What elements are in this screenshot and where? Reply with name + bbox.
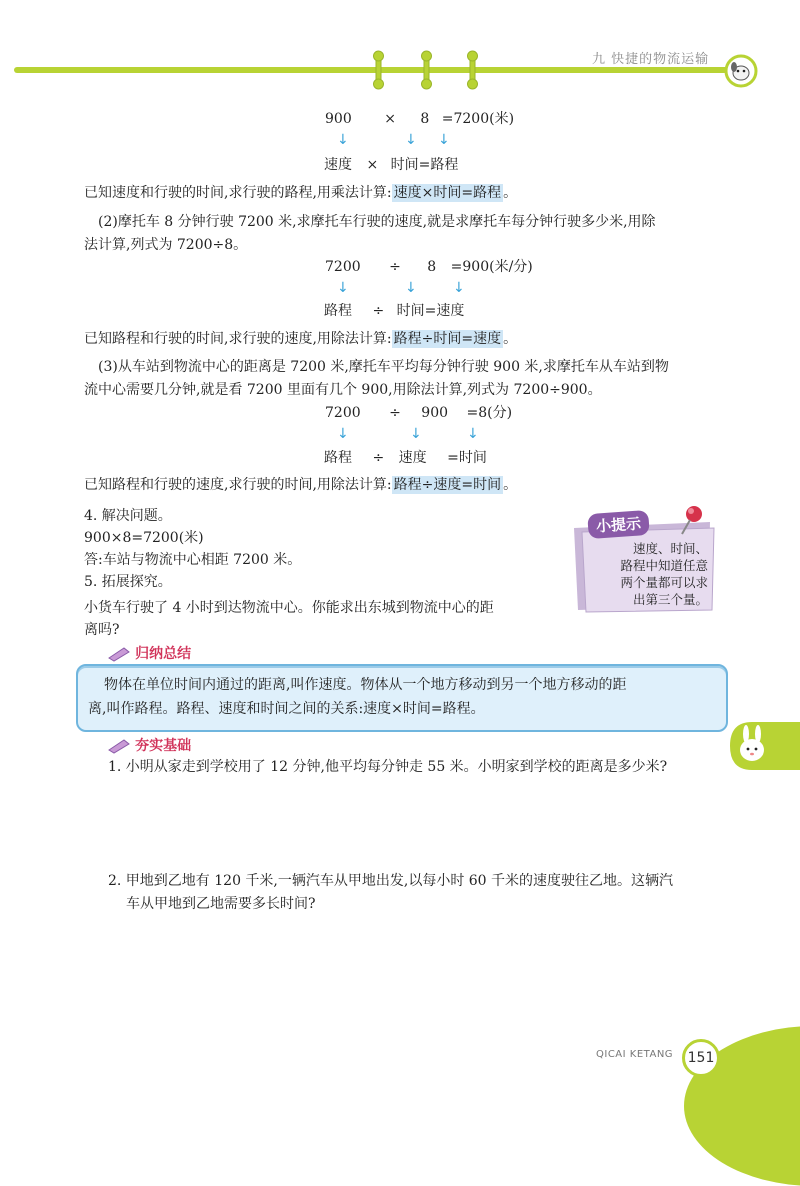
arrow-down-icon: ↓ [405,132,417,148]
arrow-down-icon: ↓ [410,426,422,442]
page-number: 151 [687,1050,715,1066]
step4-answer: 答:车站与物流中心相距 7200 米。 [84,552,302,568]
formula2-words: 路程 ÷ 时间=速度 [324,303,465,319]
bunny-tab-icon [730,722,800,770]
arrow-down-icon: ↓ [405,280,417,296]
formula1-numbers: 900 × 8 =7200(米) [325,111,515,127]
arrow-down-icon: ↓ [337,280,349,296]
page-number-badge [682,1039,720,1077]
pencil-icon [108,738,130,754]
arrow-down-icon: ↓ [467,426,479,442]
formula3-numbers: 7200 ÷ 900 =8(分) [325,405,513,421]
dog-mascot-icon [724,54,758,88]
step4-calc: 900×8=7200(米) [84,530,204,546]
tip-note [568,514,716,614]
step5-line2: 离吗? [84,622,120,638]
practice-heading: 夯实基础 [108,735,191,755]
part2-line1: (2)摩托车 8 分钟行驶 7200 米,求摩托车行驶的速度,就是求摩托车每分钟行驶多少米,用除 [98,214,656,230]
practice-q1: 1. 小明从家走到学校用了 12 分钟,他平均每分钟走 55 米。小明家到学校的距离是多少米? [108,759,668,775]
step5-title: 5. 拓展探究。 [84,574,172,590]
rule2: 已知路程和行驶的时间,求行驶的速度,用除法计算: 路程÷时间=速度 。 [84,331,518,347]
summary-box [76,664,728,732]
formula1-words: 速度 × 时间=路程 [324,157,459,173]
binder-pins [370,50,490,90]
pencil-icon [108,646,130,662]
formula2-numbers: 7200 ÷ 8 =900(米/分) [325,259,533,275]
summary-heading: 归纳总结 [108,643,191,663]
part2-line2: 法计算,列式为 7200÷8。 [84,237,248,253]
footer-brand: QICAI KETANG [596,1049,674,1060]
arrow-down-icon: ↓ [438,132,450,148]
arrow-down-icon: ↓ [337,132,349,148]
rule1: 已知速度和行驶的时间,求行驶的路程,用乘法计算: 速度×时间=路程 。 [84,185,518,201]
practice-q2-line1: 2. 甲地到乙地有 120 千米,一辆汽车从甲地出发,以每小时 60 千米的速度驶往乙地。这辆汽 [108,873,674,889]
arrow-down-icon: ↓ [453,280,465,296]
part3-line1: (3)从车站到物流中心的距离是 7200 米,摩托车平均每分钟行驶 900 米,求摩托车从车站到物 [98,359,669,375]
summary-line2: 离,叫作路程。路程、速度和时间之间的关系:速度×时间=路程。 [88,701,485,717]
arrow-down-icon: ↓ [337,426,349,442]
pushpin-icon [676,504,706,538]
rule3: 已知路程和行驶的速度,求行驶的时间,用除法计算: 路程÷速度=时间 。 [84,477,518,493]
tip-body: 速度、时间、 路程中知道任意 两个量都可以求 出第三个量。 [620,541,708,607]
chapter-title: 九 快捷的物流运输 [592,52,710,67]
part3-line2: 流中心需要几分钟,就是看 7200 里面有几个 900,用除法计算,列式为 7200÷900。 [84,382,602,398]
step5-line1: 小货车行驶了 4 小时到达物流中心。你能求出东城到物流中心的距 [84,600,494,616]
summary-line1: 物体在单位时间内通过的距离,叫作速度。物体从一个地方移动到另一个地方移动的距 [104,677,627,693]
tip-title: 小提示 [587,510,650,539]
practice-q2-line2: 车从甲地到乙地需要多长时间? [126,896,316,912]
formula3-words: 路程 ÷ 速度 =时间 [324,450,487,466]
step4-title: 4. 解决问题。 [84,508,172,524]
